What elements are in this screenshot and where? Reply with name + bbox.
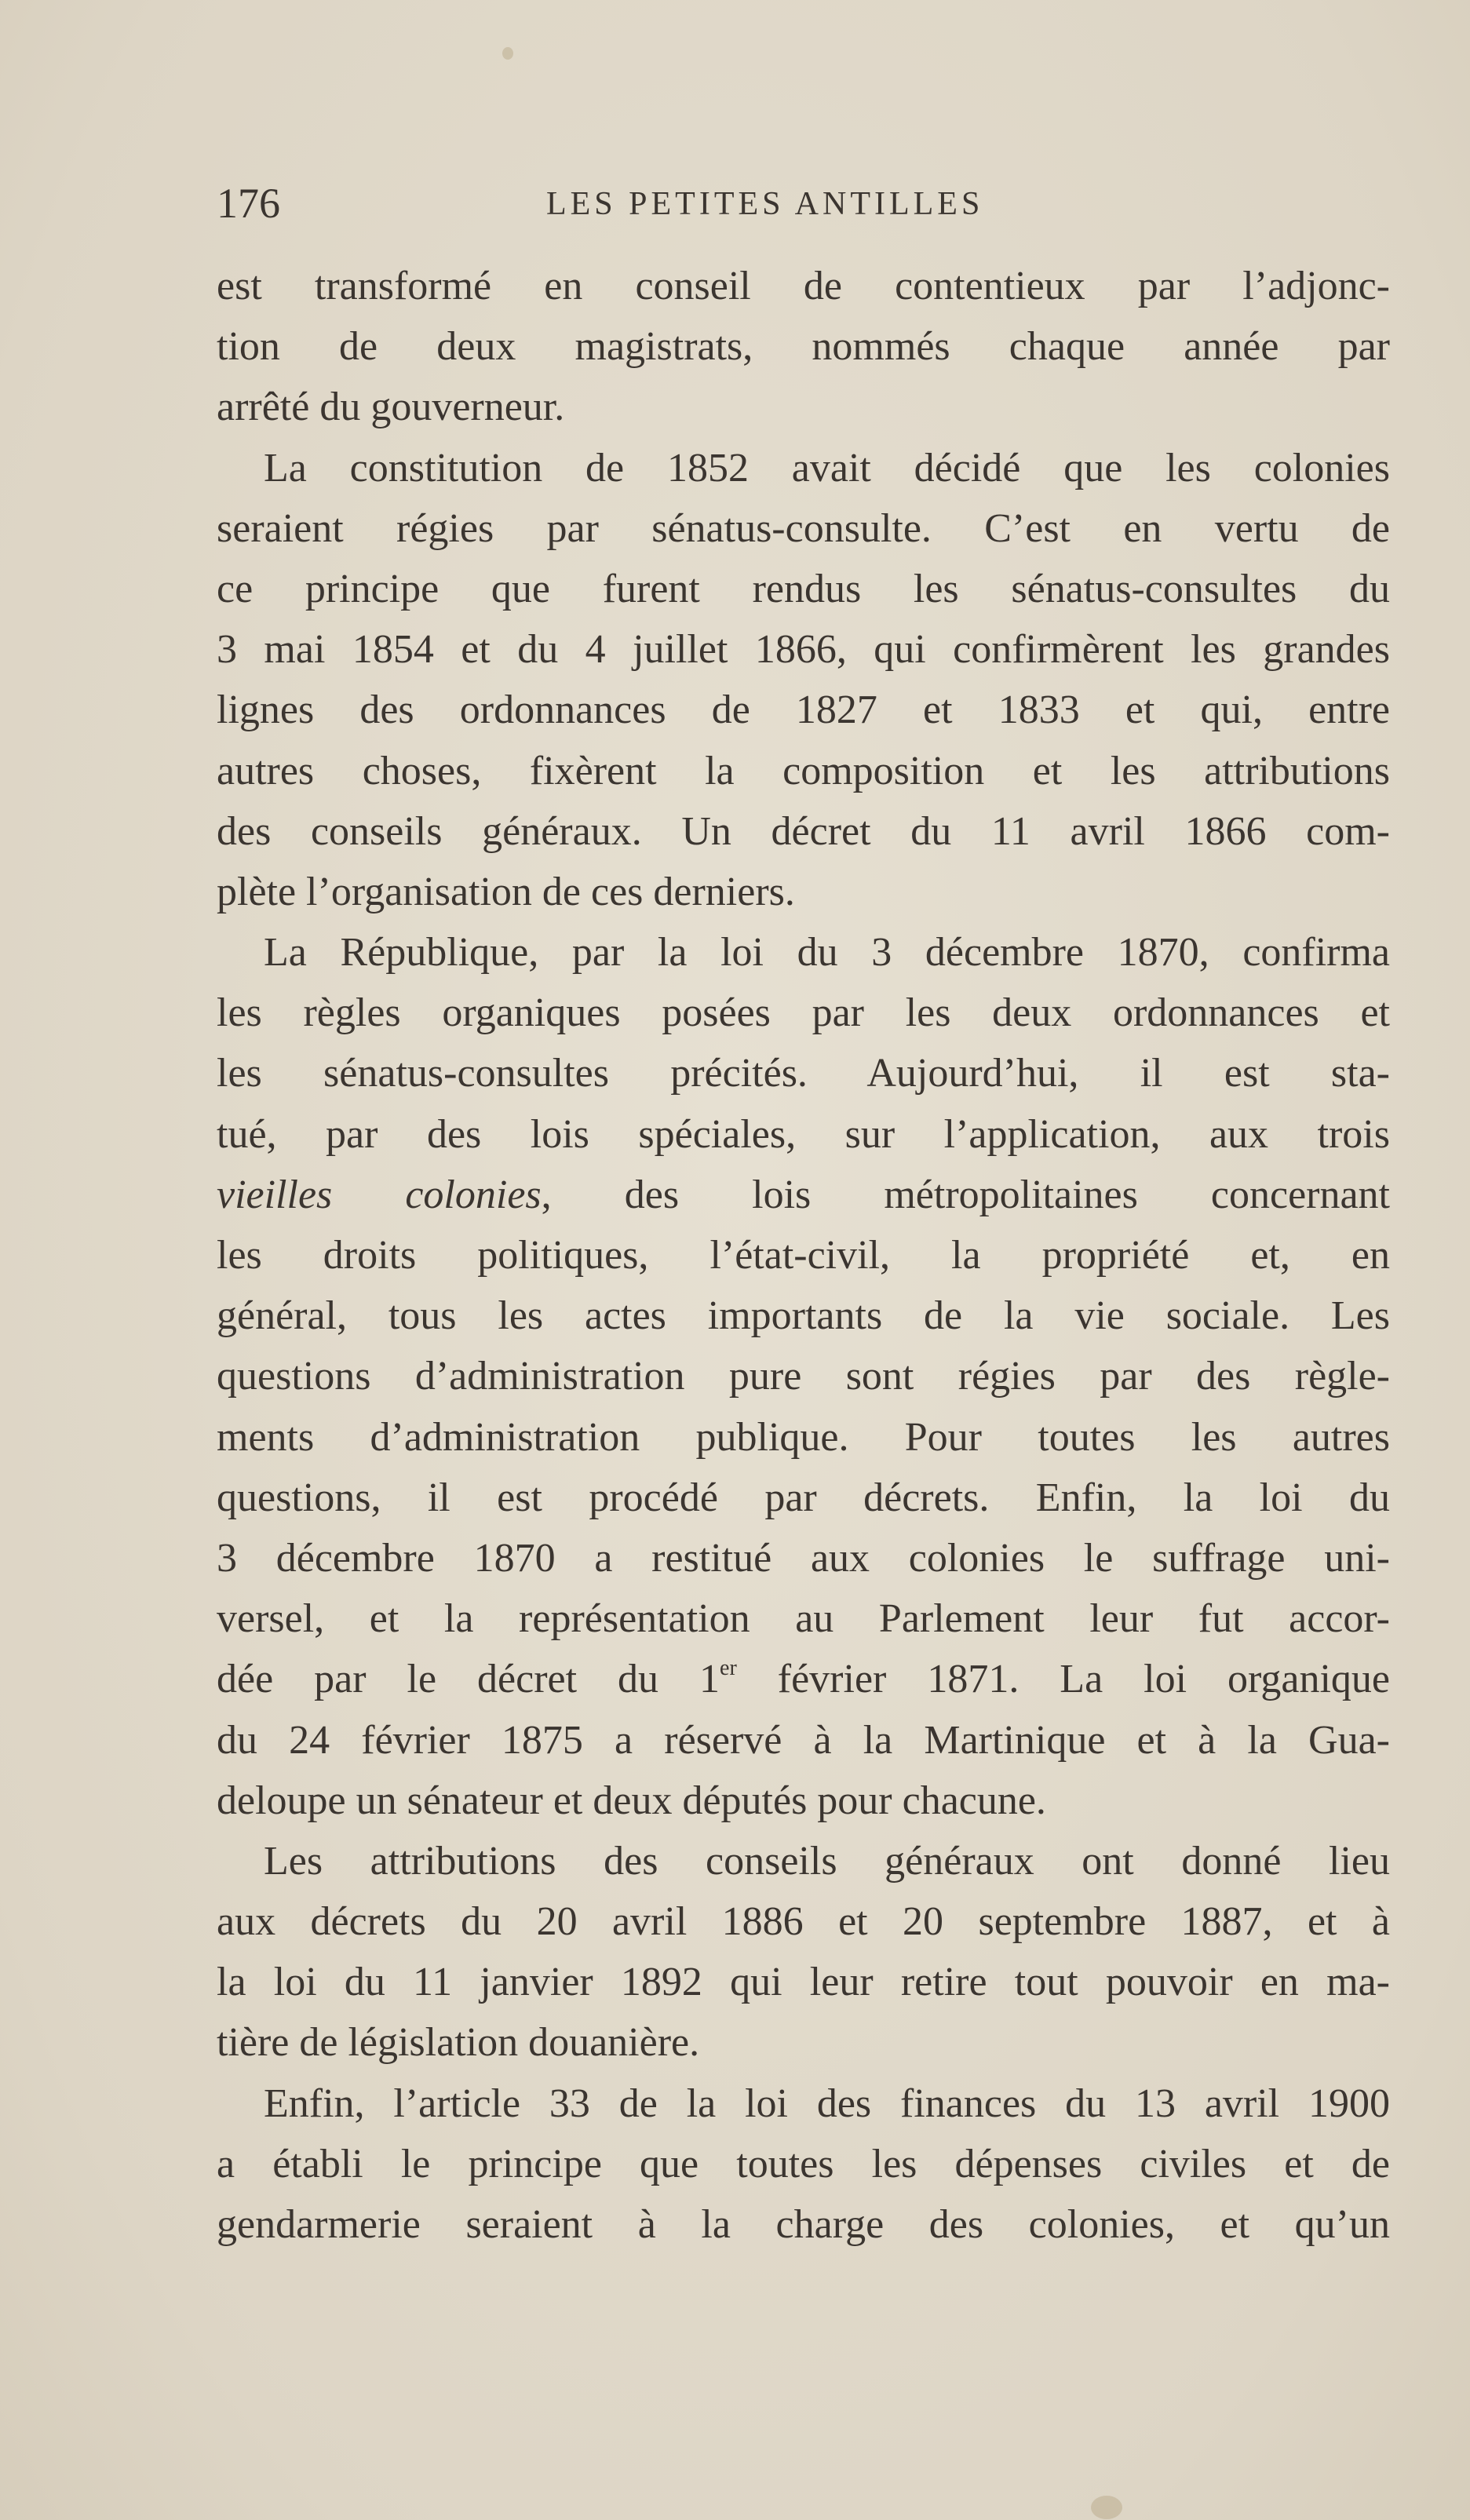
text-line [217, 2012, 1390, 2073]
paper-stain [1091, 2496, 1122, 2519]
text-line [217, 559, 1390, 619]
line-text: plète l’organisation de ces derniers. [217, 869, 795, 914]
text-line [217, 438, 1390, 498]
superscript-text: er [720, 1656, 737, 1681]
line-text: versel, et la représentation au Parlement leur fut accor- [217, 1596, 1390, 1642]
text-line [217, 1649, 1390, 1709]
text-line [217, 680, 1390, 740]
line-text: tué, par des lois spéciales, sur l’application, aux trois [217, 1111, 1390, 1157]
text-line [217, 1286, 1390, 1346]
line-text: est transformé en conseil de contentieux par l’adjonc- [217, 264, 1390, 308]
line-text: 3 mai 1854 et du 4 juillet 1866, qui confirmèrent les grandes [217, 627, 1390, 673]
line-text: aux décrets du 20 avril 1886 et 20 septembre 1887, et à [217, 1899, 1390, 1945]
text-line [217, 1831, 1390, 1891]
line-text: deloupe un sénateur et deux députés pour chacune. [217, 1778, 1046, 1823]
text-line [217, 1165, 1390, 1225]
line-text: a établi le principe que toutes les dépenses civiles et de [217, 2141, 1390, 2186]
text-line [217, 1891, 1390, 1952]
line-text: ce principe que furent rendus les sénatus-consultes du [217, 566, 1390, 611]
line-text: ments d’administration publique. Pour toutes les autres [217, 1414, 1390, 1460]
text-line [217, 1771, 1390, 1831]
text-line [217, 256, 1390, 316]
line-text: seraient régies par sénatus-consulte. C’est en vertu de [217, 505, 1390, 551]
line-text: gendarmerie seraient à la charge des colonies, et qu’un [217, 2202, 1390, 2247]
text-line [217, 741, 1390, 801]
text-line [217, 1468, 1390, 1528]
page-header [217, 179, 1390, 226]
line-text: les règles organiques posées par les deux ordonnances et [217, 990, 1390, 1036]
paper-stain [502, 47, 513, 60]
text-line [217, 1588, 1390, 1649]
line-text: les droits politiques, l’état-civil, la propriété et, en [217, 1233, 1390, 1278]
line-text: La constitution de 1852 avait décidé que les colonies [264, 445, 1390, 491]
line-text: arrêté du gouverneur. [217, 385, 565, 430]
text-line [217, 801, 1390, 862]
line-text: les sénatus-consultes précités. Aujourd’hui, il est sta- [217, 1051, 1390, 1096]
line-text: Les attributions des conseils généraux ont donné lieu [264, 1838, 1390, 1884]
text-line [217, 1528, 1390, 1588]
text-line [217, 316, 1390, 377]
text-line [217, 2194, 1390, 2255]
line-text: Enfin, l’article 33 de la loi des finances du 13 avril 1900 [264, 2081, 1390, 2126]
line-text: tion de deux magistrats, nommés chaque année par [217, 324, 1390, 370]
text-line [217, 1104, 1390, 1165]
page-number: 176 [217, 180, 280, 227]
line-text: du 24 février 1875 a réservé à la Martinique et à la Gua- [217, 1717, 1390, 1763]
text-line [217, 1710, 1390, 1771]
text-line [217, 1407, 1390, 1468]
text-line [217, 1346, 1390, 1406]
text-line [217, 1225, 1390, 1286]
line-text: La République, par la loi du 3 décembre 1870, confirma [264, 930, 1390, 976]
line-text: autres choses, fixèrent la composition et les attributions [217, 748, 1390, 793]
line-text: tière de législation douanière. [217, 2020, 700, 2066]
body-text [217, 256, 1390, 2255]
text-line [217, 498, 1390, 559]
text-line [217, 2134, 1390, 2194]
line-text: , des lois métropolitaines concernant [541, 1172, 1391, 1217]
line-text: dée par le décret du 1 [217, 1657, 720, 1702]
line-text: général, tous les actes importants de la vie sociale. Les [217, 1293, 1390, 1339]
text-line [217, 377, 1390, 437]
running-title: LES PETITES ANTILLES [546, 186, 984, 222]
line-text: la loi du 11 janvier 1892 qui leur retire tout pouvoir en ma- [217, 1960, 1390, 2005]
line-text: questions, il est procédé par décrets. Enfin, la loi du [217, 1475, 1390, 1520]
line-text: des conseils généraux. Un décret du 11 avril 1866 com- [217, 808, 1390, 854]
text-line [217, 983, 1390, 1043]
line-text: lignes des ordonnances de 1827 et 1833 et qui, entre [217, 687, 1390, 733]
text-line [217, 862, 1390, 922]
line-text: 3 décembre 1870 a restitué aux colonies le suffrage uni- [217, 1535, 1390, 1581]
text-line [217, 1043, 1390, 1103]
italic-text: vieilles colonies [217, 1172, 542, 1217]
text-line [217, 922, 1390, 983]
line-text: février 1871. La loi organique [736, 1657, 1391, 1702]
line-text: questions d’administration pure sont régies par des règle- [217, 1354, 1390, 1399]
text-line [217, 2073, 1390, 2134]
text-line [217, 619, 1390, 680]
text-line [217, 1952, 1390, 2012]
